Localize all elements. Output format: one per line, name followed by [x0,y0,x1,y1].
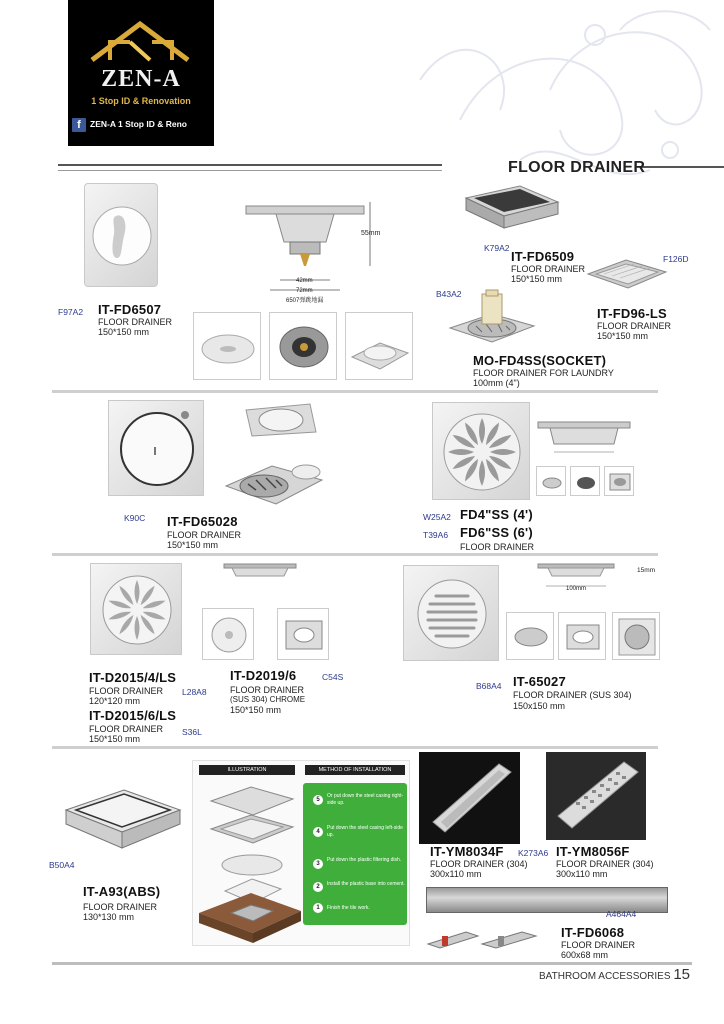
product-desc: FLOOR DRAINER [597,321,672,331]
product-desc: FLOOR DRAINER [89,724,164,734]
dimension-height: 55mm [361,230,381,237]
model-name: IT-FD6068 [561,925,625,940]
footer-rule [52,962,692,965]
installation-step [316,881,405,899]
installation-step [316,857,403,879]
installation-layers-icon [197,781,303,945]
product-size: 150*150 mm [98,327,150,337]
product-code: L28A8 [182,687,207,697]
product-desc: FLOOR DRAINER [511,264,586,274]
step-text: Finish the tile work. [327,905,370,911]
product-size: 150*150 mm [511,274,563,284]
fd-ss-thumb-1 [536,466,566,496]
product-desc: FLOOR DRAINER [167,530,242,540]
page-footer [539,966,690,983]
model-name: IT-YM8056F [556,844,630,859]
product-desc: FLOOR DRAINER (304) [430,859,528,869]
model-name: IT-A93(ABS) [83,884,161,899]
product-code: T39A6 [423,530,449,540]
step-text: Put down the steel casing left-side up. [327,825,403,838]
65027-thumb-top [612,612,660,660]
fd-ss-side-view [534,418,634,458]
brand-name: ZEN-A [101,66,181,92]
installation-step [316,903,403,917]
page-title: FLOOR DRAINER [508,159,646,176]
dimension-outer: 72mm [296,288,313,294]
model-name: IT-FD65028 [167,514,238,529]
step-text: Install the plastic base into cement. [327,881,405,887]
product-image-d2015 [90,563,182,655]
model-name: IT-YM8034F [430,844,504,859]
step-text: Put down the plastic filtering dish. [327,857,402,863]
d2019-thumb-frame [277,608,329,660]
brand-tagline: 1 Stop ID & Renovation [91,96,191,106]
step-number: 1 [313,903,323,913]
fd6507-thumb-core [269,312,337,380]
product-image-a93 [60,780,184,862]
page-number: 15 [673,966,690,983]
product-image-fd96ls [584,256,670,292]
fd6068-detail-views [426,918,540,960]
product-desc: FLOOR DRAINER FOR LAUNDRY [473,368,614,378]
model-name: IT-FD6509 [511,249,575,264]
d2019-thumb-grate [202,608,254,660]
product-code: B43A2 [436,289,462,299]
model-name: FD6"SS (6') [460,525,533,540]
brand-logo [68,0,214,146]
step-text: Or put down the steel casing right-side up. [327,793,404,806]
product-code: C54S [322,672,344,682]
product-desc: FLOOR DRAINER [98,317,173,327]
dimension-side: 15mm [637,567,656,574]
fd6507-thumb-cover [193,312,261,380]
product-code: K90C [124,513,146,523]
product-image-fd4ss [446,288,538,350]
product-code: F97A2 [58,307,84,317]
product-code: F126D [663,254,689,264]
product-size: 600x68 mm [561,950,609,960]
product-code: B68A4 [476,681,502,691]
product-image-65027 [403,565,499,661]
section-divider [52,553,658,556]
model-name: IT-65027 [513,674,566,689]
fd65028-top-view [244,402,318,438]
product-size: 150*150 mm [89,734,141,744]
product-desc: FLOOR DRAINER [460,542,535,552]
header-rule-right [640,166,724,168]
product-code: K79A2 [484,243,510,253]
product-image-fd-ss [432,402,530,500]
roof-logo-icon [90,20,192,62]
product-desc: FLOOR DRAINER (SUS 304) [513,690,632,700]
model-name: IT-FD6507 [98,302,162,317]
model-name: IT-FD96-LS [597,306,667,321]
product-image-fd65028 [108,400,204,496]
product-image-ym8034f [419,752,520,844]
product-size: 150x150 mm [513,701,566,711]
installation-illustration [192,760,410,946]
fd-ss-thumb-3 [604,466,634,496]
step-number: 5 [313,795,323,805]
65027-thumb-frame [558,612,606,660]
product-material: (SUS 304) CHROME [230,695,306,704]
product-size: 150*150 mm [230,705,282,715]
footer-label: BATHROOM ACCESSORIES [539,971,671,982]
model-name: IT-D2015/6/LS [89,708,177,723]
section-divider [52,390,658,393]
product-size: 150*150 mm [597,331,649,341]
fd-ss-thumb-2 [570,466,600,496]
product-size: 300x110 mm [556,869,608,879]
fd6507-thumb-angle [345,312,413,380]
installation-header-right: METHOD OF INSTALLATION [305,765,405,775]
model-name: FD4"SS (4') [460,507,533,522]
step-number: 3 [313,859,323,869]
step-number: 4 [313,827,323,837]
product-desc: FLOOR DRAINER (304) [556,859,654,869]
65027-thumb-grate [506,612,554,660]
drawing-caption: 6507弹跳地漏 [286,298,324,304]
product-size: 100mm (4") [473,378,520,388]
product-image-ym8056f [546,752,646,840]
product-size: 130*130 mm [83,912,135,922]
facebook-icon[interactable]: f [72,118,86,132]
facebook-label[interactable]: ZEN-A 1 Stop ID & Reno [90,119,187,129]
product-desc: FLOOR DRAINER [561,940,636,950]
header-rule-left-thin [58,170,442,171]
product-desc: FLOOR DRAINER [230,685,305,695]
model-name: IT-D2015/4/LS [89,670,177,685]
product-code: W25A2 [423,512,451,522]
product-code: K273A6 [518,848,549,858]
dimension-width: 100mm [566,586,587,592]
d2019-side-view [222,562,298,580]
product-image-fd6507 [84,183,158,287]
step-number: 2 [313,882,323,892]
product-size: 300x110 mm [430,869,482,879]
model-name: MO-FD4SS(SOCKET) [473,353,607,368]
fd65028-open-view [222,456,326,514]
header-rule-left [58,164,442,166]
model-name: IT-D2019/6 [230,668,297,683]
technical-drawing-fd6507 [240,196,390,306]
dimension-inner: 42mm [296,278,313,284]
installation-step [316,825,403,847]
product-code: B50A4 [49,860,75,870]
product-code: A464A4 [606,909,637,919]
product-code: S36L [182,727,202,737]
installation-step [316,793,404,815]
product-image-fd6509 [460,180,562,240]
product-size: 120*120 mm [89,696,141,706]
product-size: 150*150 mm [167,540,219,550]
product-desc: FLOOR DRAINER [89,686,164,696]
product-desc: FLOOR DRAINER [83,902,158,912]
section-divider [52,746,658,749]
installation-header-left: ILLUSTRATION [199,765,295,775]
